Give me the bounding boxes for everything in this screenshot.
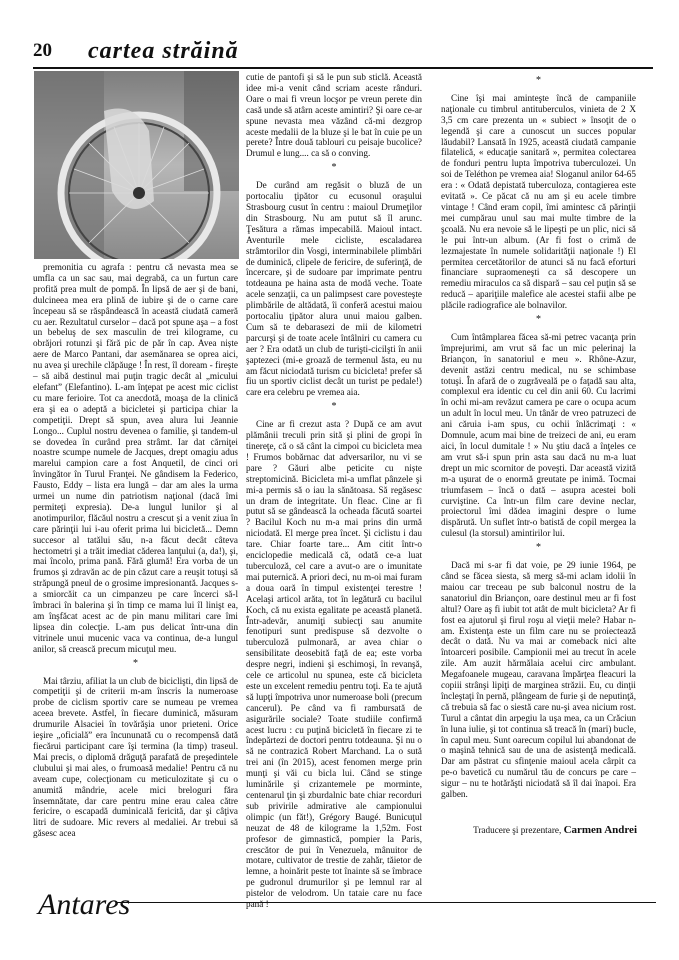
section-separator: *	[536, 542, 541, 554]
footer-divider	[116, 902, 656, 903]
column-2-text	[246, 72, 422, 910]
paragraph: premonitia cu agrafa : pentru că nevasta mea se umfla ca un sac sau, mai degrabă, ca un furtun care profită prea mult de pompă. În lipsă de aer şi de bani, dulcineea mea era plină de iubire şi de o carne care începeau să se răspândească în această ciudată cameră cu aer. Rezultatul curselor – dacă pot spune aşa – a fost un bebeluş de sex masculin de trei kilograme, cu obrăjori rotunzi şi fără pic de păr în cap. Avea niște aere de Marco Pantani, dar asemănarea se oprea aici, nu avea şi urechile clăpăuge ! În rest, îl doream - fireşte – să aibă destinul mai puţin tragic decât al „micului elefant” (Elefantino). L-am înţepat pe acest mic ciclist cu mare ferioire. Tot ca anecdotă, moaşa de la clinică era şi ea o adeptă a bicicletei şi participa chiar la competiţii. Drept să spun, avea alura lui Jeannie Longo... Cuplul nostru devenea o familie, şi tandem-ul se dovedea în curând prea strâmt. Iar dat cărniţei noastre scumpe numele de Jacques, drept omagiu adus marelui campion care a fost Anquetil, de cinci ori învingător în Turul Franţei. Ne gândisem la Federico, Fausto, Eddy – lista era lungă – dar am ales la urma urmei un nume din patriotism naţional (dacă îmi permiteţi expresia). De-a lungul lunilor şi al anotimpurilor, flăcăul nostru a crescut şi a venit ziua în care părinţii lui i-au oferit prima lui bicicletă... Demn succesor al tatălui său, n-a făcut decât câteva hectometri şi a trăit imediat căderea lanţului (a, da!), şi, mai încolo, prima pană. Fără glumă! Era vorba de un frumos şi zdravăn ac de pin căzut care a reuşit totuşi să străpungă pneul de o grosime impresionantă. Jacques s-a smiorcăit ca un cimpanzeu pe care încerci să-l îmbraci în balerina şi în timp ce mama lui îl linişt ea, am înşfăcat acest ac de pin manu militari care îmi lipsea din colecţie. L-am pus delicat într-una din vitrinele unui mucenic vaca va continua, de-a lungul anilor, să crească precum micuţul meu.	[33, 262, 238, 654]
column-1-text	[33, 262, 238, 839]
paragraph: De curând am regăsit o bluză de un portocaliu ţipător cu ecusonul oraşului Strasbourg cusut în centru : maioul Drumeţilor din Strasbourg. Nu am putut să îl arunc. Ţesătura a rămas impecabilă. Maioul intact. Aventurile mele cicliste, escaladarea strâmtorilor din Vosgi, interminabilele plimbări de duminică, clipele de fericire, de suferinţă, de încercare, şi de sudoare par imprimate pentru totdeauna pe haina asta de modă veche. Toate acele senzaţii, ca un palimpsest care povesteşte plimbările de altădată, îi conferă acestui maiou portocaliu ţipător alura unui maiou galben. Cum să te debarasezi de mii de kilometri parcurşi şi de toate acele întâlniri cu camera cu aer ? Era odată un club de turişti-cicilşti în anii şaptezeci (mi-e groază de termenul ăsta, eu nu am făcut niciodată turism cu bicicleta! prefer să fiu un sportiv ciclist decât un turist pe pedale!) care era celebru pe vremea aia.	[246, 180, 422, 398]
credit-prefix: Traducere şi prezentare,	[473, 825, 562, 835]
section-separator: *	[536, 314, 541, 326]
section-separator: *	[133, 657, 138, 669]
page-number: 20	[33, 40, 52, 61]
paragraph: Mai târziu, afiliat la un club de biciclişti, din lipsă de competiţii şi de criterii m-am înscris la numeroase probe de ciclism sportiv care se numeau pe vremea aceea brevete. Astfel, în fiecare duminică, măsuram drumurile Alsaciei în tovărăşia unor prieteni. Orice ieşire „oficială” era încununată cu o recompensă dată fiecărui participant care îşi termina (la timp) traseul. Mai precis, o diplomă drăguţă parafată de preşedintele clubului şi mai ales, o frumoasă medalie! Pentru că nu aveam cupe, colecţionam cu meticulozitate şi cu o anumită mândrie, acele mici breloguri făra însemnătate, dar care pentru mine erau calea către fericire, o escapadă duminicală fericită, dar şi câţiva litri de sudoare. Mic revers al medaliei. Ar trebui să găsesc acea	[33, 675, 238, 839]
paragraph: Cine îşi mai aminteşte încă de campaniile naţionale cu timbrul antituberculos, vinieta de 2 X 3,5 cm care prezenta un « subiect » însoţit de o legendă şi care a cunoscut un succes popular lăudabil? Lansată în 1925, această ciudată campanie filatelică, « educaţie sanitară », permitea colectarea de fonduri pentru lupta împotriva tuberculozei. Un soi de Teléthon pe vremea aia! Sloganul anilor 64-65 era : « Odată depistată tuberculoza, contagierea este evitată ». Ce păcat că nu am şi eu acele timbre vintage ! Când eram copil, îmi amintesc că părinţii mei cumpărau unul sau mai multe timbre de la şcoală. Nu era nevoie să le lipeşti pe un plic, nici să le pui într-un album. (Ar fi fost o crimă de lezmajestate în numele solidarităţii naţionale !) El permitea cercetătorilor de atunci să nu facă eforturi financiare supraomeneşti ca să descopere un remediu miraculos ca să dispară – sau cel puţin să se reducă – apariţiile malefice ale acestei stafii albe pe plăcile radiografice ale bolnavilor.	[441, 92, 636, 311]
page-header	[33, 38, 653, 68]
section-separator: *	[331, 162, 337, 174]
paragraph: Cum întâmplarea făcea să-mi petrec vacanţa prin împrejurimi, am vrut să fac un mic pelerinaj la Briançon, în sanatoriul e meu ». Rhône-Azur, devenit astăzi centru medical, nu se schimbase totuşi. În afară de o zugrăveală pe o faţadă sau alta, complexul era identic cu cel din anii 60. Cu lacrimi în ochi mi-am revăzut camera pe care o ocupa acum un adult în locul meu. Un tânăr de vreo patruzeci de ani căruia i-am spus, cu ochii înlăcrimaţi : « Domnule, acum mai bine de treizeci de ani, eu eram aici, în locul dumitale ! » Nu ştiu dacă a înţeles ce am vrut să-i spun prin asta sau dacă nu m-a luat drept un mic scornitor de poveşti. Dar această vizită m-a uşurat de o enormă greutate pe inimă. Tocmai triumfasem – încă o dată – asupra acestei boli curviştine. Ca într-un film care devine neclar, proiectorul îmi dădea imagini despre o lume dispărută. Un suflet într-o batistă de copil mergea la culesul (la storsul) amintirilor lui.	[441, 331, 636, 539]
paragraph: cutie de pantofi şi să le pun sub sticlă. Această idee mi-a venit când scriam aceste rânduri. Oare o mai fi vreun locşor pe vreun perete din casă unde să atârn aceste amintiri? Şi oare ce-ar spune nevasta mea văzând că-mi dezgrop aceste medalii de la bluze şi le bat în cuie pe un perete? Între două tablouri cu peisaje bucolice? Drumul e lung.... ca să o conving.	[246, 72, 422, 159]
column-3-text	[441, 72, 636, 800]
section-separator: *	[331, 401, 337, 413]
magazine-logo: Antares	[38, 888, 131, 921]
translator-name: Carmen Andrei	[563, 824, 637, 836]
paragraph: Cine ar fi crezut asta ? După ce am avut plămânii treculi prin sită şi plini de gropi în tinereţe, că o să cânt la cimpoi cu bicicleta mea ! Frumos bobărnac dat adversarilor, nu vi se pare ? Găuri albe peticite cu niște streptomicină. Bicicleta mi-a umflat pânzele şi mi-a permis să o iau la sănătoasa. Să regăsesc un dram de integritate. Un fleac. Cine ar fi putut să se gândească la ocheada făcută soartei ? Bacilul Koch nu m-a mai prins din urmă niciodată. El merge prea încet. Şi ciclistu i dau tare. Chiar foarte tare... Am citit într-o enciclopedie medicală că, odată ce-a luat tuberculoză, cel care a avut-o are o imunitate mai puternică. A priori deci, nu m-oi mai furam a doua oară în timpul existenţei terestre ! Acelaşi articol arăta, tot în legătură cu bacilul Koch, că nu exista egalitate pe această planetă. Într-adevăr, anumiţi subiecţi sau anumite fenotipuri sunt predispuse să dezvolte o tuberculoză pulmonară, ar avea chiar o sensibilitate deosebită faţă de ea; este vorba despre negri, indieni şi eschimoşi, în revanşă, cele ce articolul nu spunea, este că bicicleta este un excelent remediu pentru toţi. Ea te ajută să lupţi împotriva unor numeroase boli (precum cancerul). Pe când va fi rambursată de asigurările sociale? Toate studiile confirmă acest lucru : cu puţină bicicletă în fiecare zi te îndepărtezi de doctori pentru totdeauna. Şi nu o să ne contrazică Robert Marchand. La o sută trei ani (în 2015), acest fenomen merge prin munţi şi văi cu bicla lui. Când se stinge luminările şi crizantemele pe morminte, centenarul ţin şi zburdalnic bate chiar recorduri sub privirile admirative ale campionului olimpic (un făt!), Grégory Baugé. Bunicuţul neuzat de 48 de kilograme la 1,52m. Fost profesor de gimnastică, pompier la Paris, crescător de pui în Venezuela, mânuitor de motare, cultivator de trestie de zahăr, tăietor de lemne, a hoinărit peste tot înainte să se îmbrace pe gudronul drumurilor şi pe lemnul rar al pistelor de velodrom. Un tataie care nu face pană !	[246, 419, 422, 910]
section-title: cartea străină	[88, 38, 239, 64]
bicycle-wheel-image	[34, 71, 239, 259]
translator-credit	[447, 824, 637, 836]
header-divider	[33, 67, 653, 69]
bicycle-wheel-photo	[34, 71, 239, 259]
paragraph: Dacă mi s-ar fi dat voie, pe 29 iunie 1964, pe când se făcea siesta, să merg să-mi aclam idolii în maiou car treceau pe sub balconul nostru de la sanatoriul din Briançon, oare destinul meu ar fi fost altul? Oare aş fi iubit tot atât de mult bicicleta? Ar fi fost ea ajutorul şi firul roşu al vieţii mele? Habar n-am. Existenţa este un film care nu se proiectează decât o dată. Nu va mai ar comeback nici alte întoarceri posibile. Campionii mei au trecut în acele zile. Am auzit hărmălaia acelui circ ambulant. Megafoanele mugeau, caravana împărţea fleacuri la copiii strânşi lipiţi de marginea străzii. Eu, cu dinţii încleştaţi în pernă, plângeam de furie şi de neputinţă, că trebuia să fac o siestă care nu-şi avea nicium rost. Turul a cântat din arpegiu la uşa mea, ca un Crăciun în luna iulie, şi tot continua să treacă în (mari) bucle, în capul meu. Sunt oarecum copilul lui abandonat de o maşină tehnică sau de una de asistenţă medicală. Dar am păstrat cu sfinţenie maioul acela cârpit ca pe-o bavetică cu numărul tău de concurs pe care – sigur – nu te hotărăşti niciodată să îl dai înapoi. Era galben.	[441, 560, 636, 800]
section-separator: *	[536, 75, 541, 86]
